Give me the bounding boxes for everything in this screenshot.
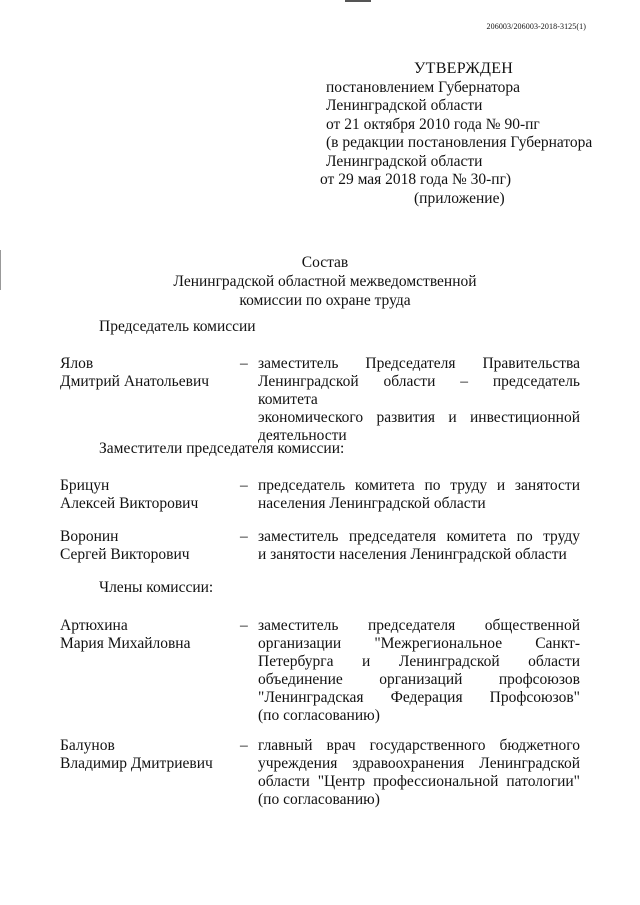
dash-separator: –: [240, 617, 248, 634]
dash-separator: –: [240, 528, 248, 545]
position-line: заместитель председателя общественной: [258, 617, 580, 634]
member-position: [258, 737, 580, 809]
title-line: Состав: [301, 254, 349, 271]
position-line: заместитель Председателя Правительства: [258, 355, 580, 372]
approval-block: [320, 60, 600, 208]
scan-edge: [0, 250, 1, 290]
section-heading-deputies: Заместители председателя комиссии:: [99, 440, 345, 457]
member-given-names: Владимир Дмитриевич: [60, 755, 213, 772]
position-line: экономического развития и инвестиционной: [258, 409, 580, 426]
member-position: [258, 528, 580, 564]
position-line: организации "Межрегиональное Санкт-: [258, 635, 580, 652]
title-line: Ленинградской областной межведомственной: [173, 273, 477, 290]
section-heading-members: Члены комиссии:: [99, 579, 214, 596]
approval-line: постановлением Губернатора: [326, 78, 521, 96]
member-name: [60, 477, 240, 513]
position-line: (по согласованию): [258, 707, 380, 724]
position-line: Петербурга и Ленинградской области: [258, 653, 580, 670]
position-line: деятельности: [258, 427, 347, 444]
dash-separator: –: [240, 737, 248, 754]
member-position: [258, 477, 580, 513]
scan-mark: [345, 0, 371, 2]
position-line: (по согласованию): [258, 791, 380, 808]
member-surname: Брицун: [60, 477, 110, 494]
member-position: [258, 617, 580, 725]
member-name: [60, 737, 240, 773]
position-line: и занятости населения Ленинградской области: [258, 546, 567, 563]
dash-separator: –: [240, 355, 248, 372]
member-name: [60, 617, 240, 653]
position-line: заместитель председателя комитета по труду: [258, 528, 580, 545]
member-name: [60, 355, 240, 391]
approval-line: от 21 октября 2010 года № 90-пг: [326, 115, 540, 133]
position-line: объединение организаций профсоюзов: [258, 671, 580, 688]
member-surname: Балунов: [60, 737, 115, 754]
member-surname: Воронин: [60, 528, 119, 545]
position-line: председатель комитета по труду и занятости: [258, 477, 580, 494]
member-surname: Ялов: [60, 355, 94, 372]
member-name: [60, 528, 240, 564]
member-given-names: Дмитрий Анатольевич: [60, 373, 210, 390]
position-line: области "Центр профессиональной патологии": [258, 773, 580, 790]
position-line: главный врач государственного бюджетного: [258, 737, 580, 754]
member-position: [258, 355, 580, 445]
approval-line: Ленинградской области: [326, 152, 483, 170]
member-given-names: Алексей Викторович: [60, 495, 199, 512]
member-surname: Артюхина: [60, 617, 128, 634]
document-id: 206003/206003-2018-3125(1): [486, 22, 586, 31]
position-line: "Ленинградская Федерация Профсоюзов": [258, 689, 580, 706]
title-line: комиссии по охране труда: [239, 292, 411, 309]
approval-line: (приложение): [414, 189, 505, 207]
approval-line: Ленинградской области: [326, 97, 483, 114]
position-line: учреждения здравоохранения Ленинградской: [258, 755, 580, 772]
approval-heading: УТВЕРЖДЕН: [414, 60, 514, 77]
approval-line: от 29 мая 2018 года № 30-пг): [320, 171, 512, 188]
member-given-names: Сергей Викторович: [60, 546, 190, 563]
dash-separator: –: [240, 477, 248, 494]
position-line: населения Ленинградской области: [258, 495, 486, 512]
document-title: [140, 253, 510, 310]
position-line: Ленинградской области – председатель комитета: [258, 373, 580, 408]
approval-line: (в редакции постановления Губернатора: [326, 134, 593, 151]
section-heading-chair: Председатель комиссии: [99, 318, 256, 335]
member-given-names: Мария Михайловна: [60, 635, 191, 652]
